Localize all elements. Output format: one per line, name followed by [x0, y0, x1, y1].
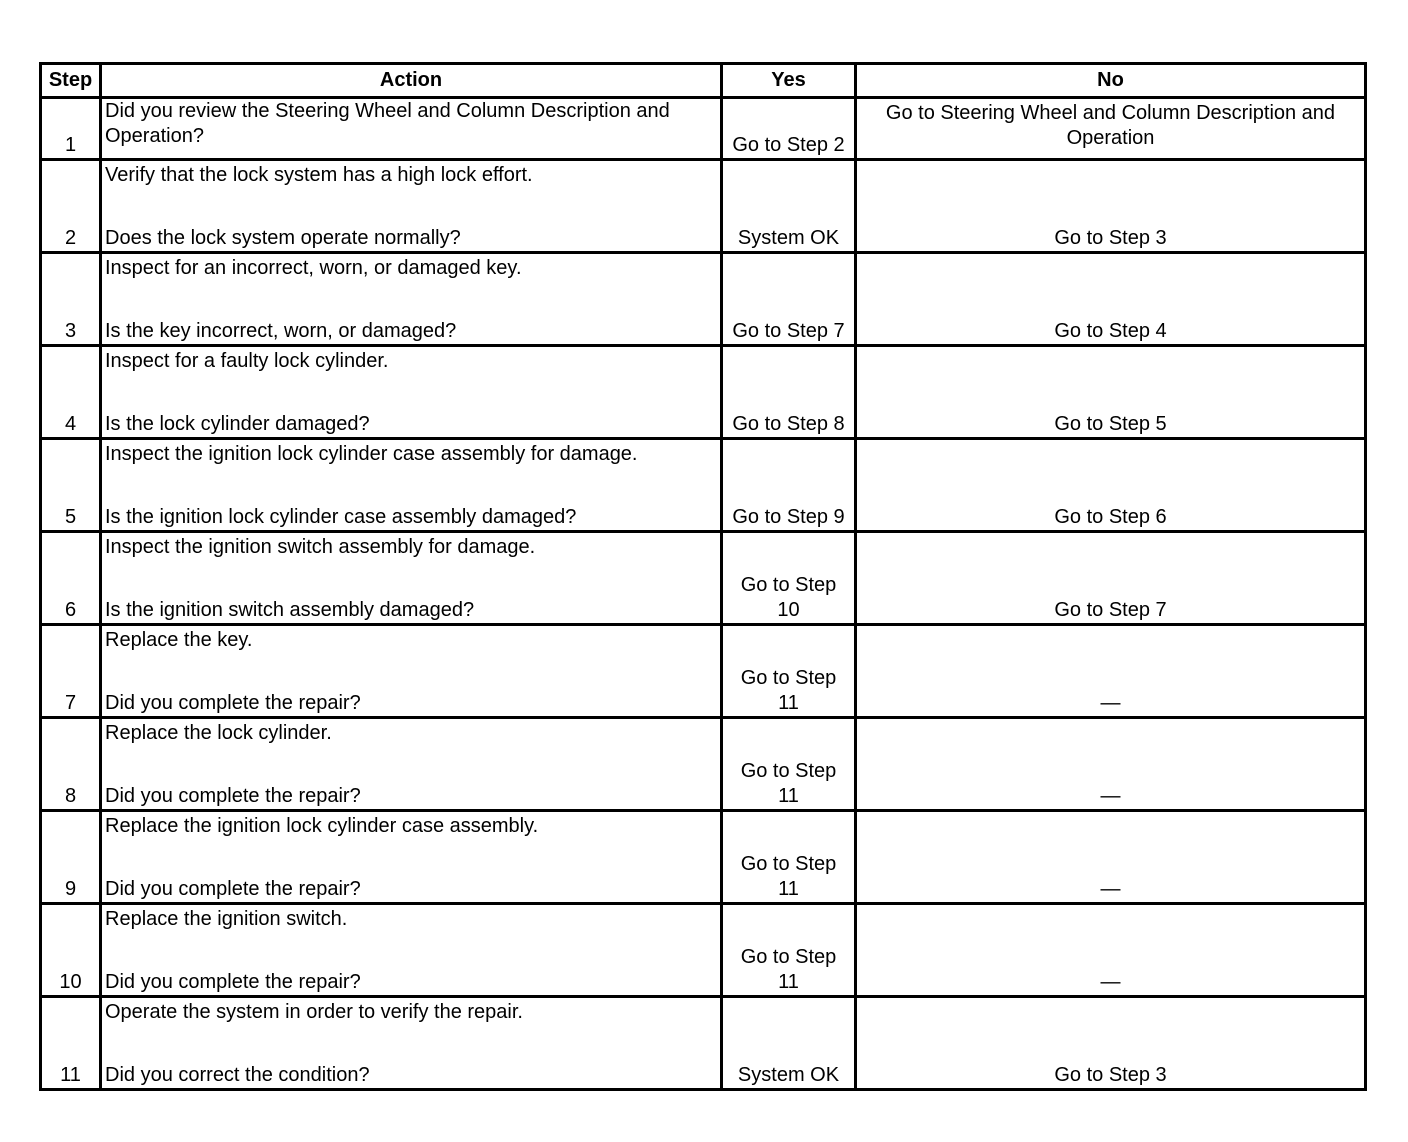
- no-result: —: [856, 625, 1366, 718]
- table-row: [41, 253, 1366, 346]
- step-number: 2: [41, 160, 101, 253]
- action-instruction: Replace the key.: [105, 629, 253, 651]
- step-number: 10: [41, 904, 101, 997]
- no-result: Go to Step 5: [856, 346, 1366, 439]
- table-row: [41, 811, 1366, 904]
- action-question: Did you correct the condition?: [105, 1064, 370, 1086]
- action-question: Is the lock cylinder damaged?: [105, 413, 370, 435]
- no-result: —: [856, 718, 1366, 811]
- yes-result: Go to Step 11: [722, 811, 856, 904]
- action-question: Is the ignition switch assembly damaged?: [105, 599, 475, 621]
- step-number: 8: [41, 718, 101, 811]
- action-question: Does the lock system operate normally?: [105, 227, 461, 249]
- header-no: No: [856, 64, 1366, 98]
- step-number: 3: [41, 253, 101, 346]
- yes-result: Go to Step 11: [722, 718, 856, 811]
- action-cell: [101, 98, 722, 160]
- no-result: Go to Step 6: [856, 439, 1366, 532]
- no-result: —: [856, 811, 1366, 904]
- yes-result: Go to Step 9: [722, 439, 856, 532]
- no-result: Go to Step 3: [856, 160, 1366, 253]
- action-cell: [101, 532, 722, 625]
- step-number: 11: [41, 997, 101, 1090]
- action-question: Did you complete the repair?: [105, 878, 361, 900]
- action-cell: [101, 625, 722, 718]
- action-instruction: Inspect for an incorrect, worn, or damaged key.: [105, 257, 522, 279]
- yes-result: Go to Step 7: [722, 253, 856, 346]
- action-question: Did you complete the repair?: [105, 692, 361, 714]
- action-instruction: Verify that the lock system has a high lock effort.: [105, 164, 533, 186]
- no-result: Go to Step 3: [856, 997, 1366, 1090]
- action-instruction: Inspect the ignition lock cylinder case assembly for damage.: [105, 443, 638, 465]
- table-row: [41, 98, 1366, 160]
- table-row: [41, 718, 1366, 811]
- action-cell: [101, 346, 722, 439]
- step-number: 4: [41, 346, 101, 439]
- action-instruction: Inspect for a faulty lock cylinder.: [105, 350, 389, 372]
- table-row: [41, 904, 1366, 997]
- action-cell: [101, 718, 722, 811]
- step-number: 6: [41, 532, 101, 625]
- action-instruction: Replace the lock cylinder.: [105, 722, 332, 744]
- action-question: Is the key incorrect, worn, or damaged?: [105, 320, 457, 342]
- step-number: 9: [41, 811, 101, 904]
- table-row: [41, 532, 1366, 625]
- action-question: Did you complete the repair?: [105, 971, 361, 993]
- step-number: 7: [41, 625, 101, 718]
- action-cell: [101, 439, 722, 532]
- action-cell: [101, 997, 722, 1090]
- action-instruction: Operate the system in order to verify the repair.: [105, 1001, 523, 1023]
- action-instruction: Replace the ignition lock cylinder case assembly.: [105, 815, 539, 837]
- table-row: [41, 346, 1366, 439]
- yes-result: Go to Step 8: [722, 346, 856, 439]
- table-row: [41, 160, 1366, 253]
- yes-result: Go to Step 11: [722, 625, 856, 718]
- yes-result: System OK: [722, 997, 856, 1090]
- yes-result: Go to Step 2: [722, 98, 856, 160]
- no-result: Go to Steering Wheel and Column Description and Operation: [856, 98, 1366, 160]
- action-instruction: Inspect the ignition switch assembly for damage.: [105, 536, 536, 558]
- action-instruction: Replace the ignition switch.: [105, 908, 348, 930]
- action-instruction: Did you review the Steering Wheel and Column Description and Operation?: [105, 100, 670, 147]
- action-question: Is the ignition lock cylinder case assembly damaged?: [105, 506, 577, 528]
- action-cell: [101, 253, 722, 346]
- table-row: [41, 997, 1366, 1090]
- no-result: Go to Step 7: [856, 532, 1366, 625]
- action-cell: [101, 811, 722, 904]
- action-cell: [101, 904, 722, 997]
- header-row: [41, 64, 1366, 98]
- step-number: 1: [41, 98, 101, 160]
- table-row: [41, 625, 1366, 718]
- table-row: [41, 439, 1366, 532]
- action-cell: [101, 160, 722, 253]
- header-action: Action: [101, 64, 722, 98]
- step-number: 5: [41, 439, 101, 532]
- no-result: —: [856, 904, 1366, 997]
- header-step: Step: [41, 64, 101, 98]
- yes-result: Go to Step 10: [722, 532, 856, 625]
- yes-result: Go to Step 11: [722, 904, 856, 997]
- action-question: Did you complete the repair?: [105, 785, 361, 807]
- header-yes: Yes: [722, 64, 856, 98]
- diagnostic-table: [39, 62, 1367, 1091]
- yes-result: System OK: [722, 160, 856, 253]
- no-result: Go to Step 4: [856, 253, 1366, 346]
